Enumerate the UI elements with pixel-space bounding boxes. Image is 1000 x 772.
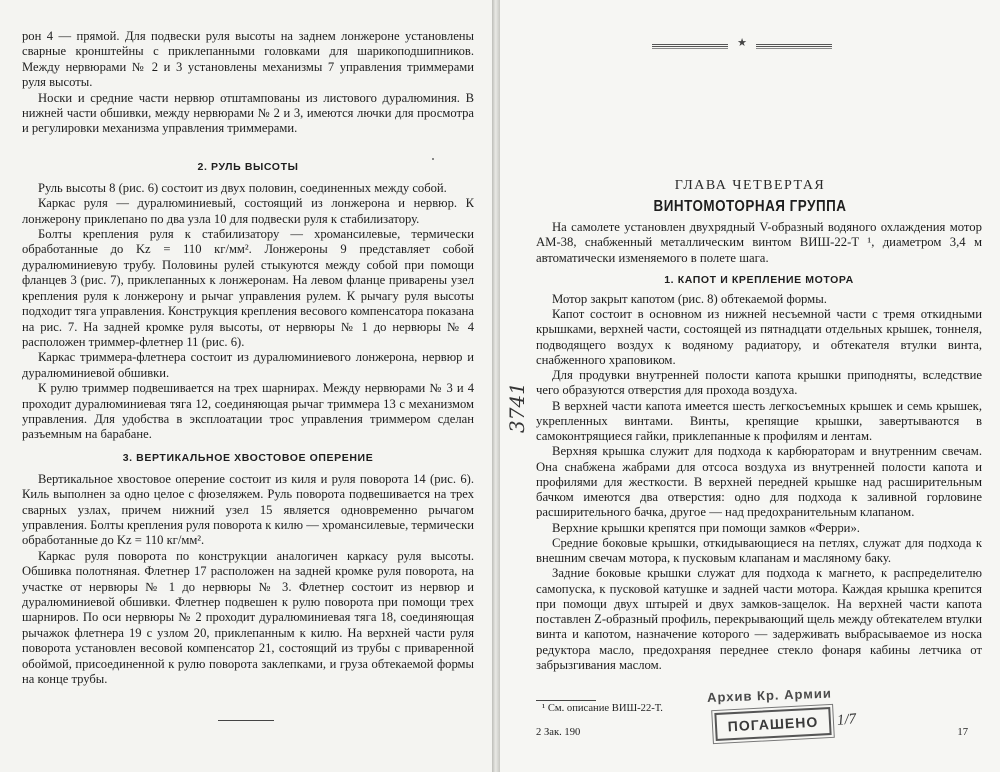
paragraph: Руль высоты 8 (рис. 6) состоит из двух половин, соединенных между собой.: [38, 180, 447, 195]
paragraph: Вертикальное хвостовое оперение состоит из киля и руля поворота 14 (рис. 6). Киль выполнен за одно целое с фюзеляжем. Руль поворота подвешивается на трех сварных узлах, причем нижний узел 15 является одновременно рычагом управления. Болты крепления руля поворота к килю — хромансилевые, термически обработанные до Kz = 110 кг/мм².: [22, 471, 474, 548]
header-ornament: [652, 36, 832, 50]
footnote: ¹ См. описание ВИШ-22-Т.: [542, 703, 663, 714]
ornament-rule-left: [652, 44, 728, 45]
chapter-title: ВИНТОМОТОРНАЯ ГРУППА: [653, 198, 847, 215]
paragraph: Капот состоит в основном из нижней несъемной части с тремя откидными крышками, верхней части, состоящей из пятнадцати отдельных крышек, тоннеля, подводящего воздух к водяному радиатору, и обтекателя втулки винта, снабженного храповиком.: [536, 307, 982, 367]
book-gutter: [492, 0, 500, 772]
intro-paragraph: На самолете установлен двухрядный V-образный водяного охлаждения мотор АМ-38, снабженный металлическим винтом ВИШ-22-Т ¹, диаметром 3,4 м автоматически изменяемого в полете шага.: [536, 220, 982, 265]
stamp-archive-text: Архив Кр. Армии: [706, 685, 833, 705]
paragraph: рон 4 — прямой. Для подвески руля высоты на заднем лонжероне установлены сварные кронштейны с приклепанными головками для шарикоподшипников. Между нервюрами № 2 и 3 установлены механизмы 7 управления триммерами руля высоты.: [22, 29, 474, 90]
stamp-cancelled-box: ПОГАШЕНО: [714, 707, 831, 741]
end-rule: [218, 720, 274, 721]
paragraph: Средние боковые крышки, откидывающиеся на петлях, служат для подхода к внешним свечам мотора, к пусковым клапанам и масляному баку.: [536, 535, 982, 565]
page-number: 17: [957, 727, 968, 738]
section-heading-cowling: 1. КАПОТ И КРЕПЛЕНИЕ МОТОРА: [664, 273, 854, 286]
star-icon: ★: [737, 36, 747, 49]
paragraph: К рулю триммер подвешивается на трех шарнирах. Между нервюрами № 3 и 4 проходит дуралюминиевая тяга 12, соединяющая рычаг триммера 13 с механизмом управления. Для удобства в эксплоатации трос управления триммером сделан разъемным на барабане.: [22, 381, 474, 442]
archive-stamp: [705, 682, 880, 762]
paragraph: В верхней части капота имеется шесть легкосъемных крышек и семь крышек, укрепленных винтами. Винты, крепящие крышки, завертываются в самоконтрящиеся гайки, приклепанные к профилям и лентам.: [536, 398, 982, 443]
paragraph: Верхние крышки крепятся при помощи замков «Ферри».: [552, 520, 860, 535]
speck: [432, 158, 434, 160]
right-text-column: [536, 220, 982, 700]
left-text-column: [22, 29, 474, 713]
section-heading-elevator: 2. РУЛЬ ВЫСОТЫ: [197, 160, 299, 173]
margin-number: 3741: [505, 382, 529, 433]
paragraph: Для продувки внутренней полости капота крышки приподняты, вследствие чего образуются отверстия для прохода воздуха.: [536, 368, 982, 398]
paragraph: Каркас руля — дуралюминиевый, состоящий из лонжерона и нервюр. К лонжерону приклепано по два узла 10 для подвески руля к стабилизатору.: [22, 196, 474, 226]
ornament-rule-right: [756, 44, 832, 45]
paragraph: Задние боковые крышки служат для подхода к магнето, к распределителю самопуска, к пусковой катушке и задней части мотора. Каждая крышка крепится при помощи двух штырей и двух замков-защелок. На верхней части капота поставлен Z-образный профиль, перекрывающий щель между обтекателем втулки винта и капотом, назначение которого — задерживать выбрасываемое из носка редуктора масло, предохраняя переднее стекло фонаря кабины летчика от забрызгивания маслом.: [536, 566, 982, 672]
paragraph: Каркас руля поворота по конструкции аналогичен каркасу руля высоты. Обшивка полотняная. Флетнер 17 расположен на задней кромке руля поворота, на участке от нервюры № 1 до нервюры № 3. Флетнер состоит из нервюр и дуралюминиевой обшивки. Флетнер подвешен к рулю поворота при помощи трех шарниров. По оси нервюры № 2 проходит дуралюминиевая тяга 18, соединяющая рычажок флетнера 19 с узлом 20, приклепанным к килю. На верхней части руля поворота установлен весовой компенсатор 21, состоящий из трубы с приваренной обоймой, присоединенной к рулю поворота заклепками, и груза обтекаемой формы на конце трубы.: [22, 548, 474, 687]
chapter-label: ГЛАВА ЧЕТВЕРТАЯ: [674, 178, 826, 193]
paragraph: Болты крепления руля к стабилизатору — хромансилевые, термически обработанные до Kz = 110 кг/мм². Лонжероны 9 представляет собой дуралюминиевую трубу. Половины рулей стыкуются между собой при помощи фланцев 3 (рис. 7), приклепанных к лонжеронам. На левом фланце приварены узел крепления руля к лонжерону и рычаг управления рулем. К рычагу руля высоты подходит тяга управления. Конструкция крепления весового компенсатора показана на рис. 7. На задней кромке руля высоты, от нервюры № 1 до нервюры № 4 расположен триммер-флетнер 11 (рис. 6).: [22, 227, 474, 349]
paragraph: Носки и средние части нервюр отштампованы из листового дуралюминия. В нижней части обшивки, между нервюрами № 2 и 3, имеются лючки для просмотра и регулировки механизма управления триммерами.: [22, 90, 474, 136]
margin-annotation: [502, 375, 532, 449]
left-page: [0, 0, 492, 772]
footnote-rule: [536, 700, 596, 701]
section-heading-vertical-tail: 3. ВЕРТИКАЛЬНОЕ ХВОСТОВОЕ ОПЕРЕНИЕ: [122, 451, 374, 464]
paragraph: Верхняя крышка служит для подхода к карбюраторам и внутренним свечам. Она снабжена жабрами для отсоса воздуха из внутренней полости капота и профилями для жесткости. В верхней передней крышке над расширительным бачком имеются два отверстия: одно для подхода к заливной горловине расширительного бачка, другое — над предохранительным клапаном.: [536, 444, 982, 520]
stamp-handwritten-number: 1/7: [836, 711, 857, 729]
paragraph: Мотор закрыт капотом (рис. 8) обтекаемой формы.: [552, 291, 827, 306]
right-page: [500, 0, 1000, 772]
printer-signature: 2 Зак. 190: [536, 727, 581, 738]
paragraph: Каркас триммера-флетнера состоит из дуралюминиевого лонжерона, нервюр и дуралюминиевой обшивки.: [22, 350, 474, 380]
